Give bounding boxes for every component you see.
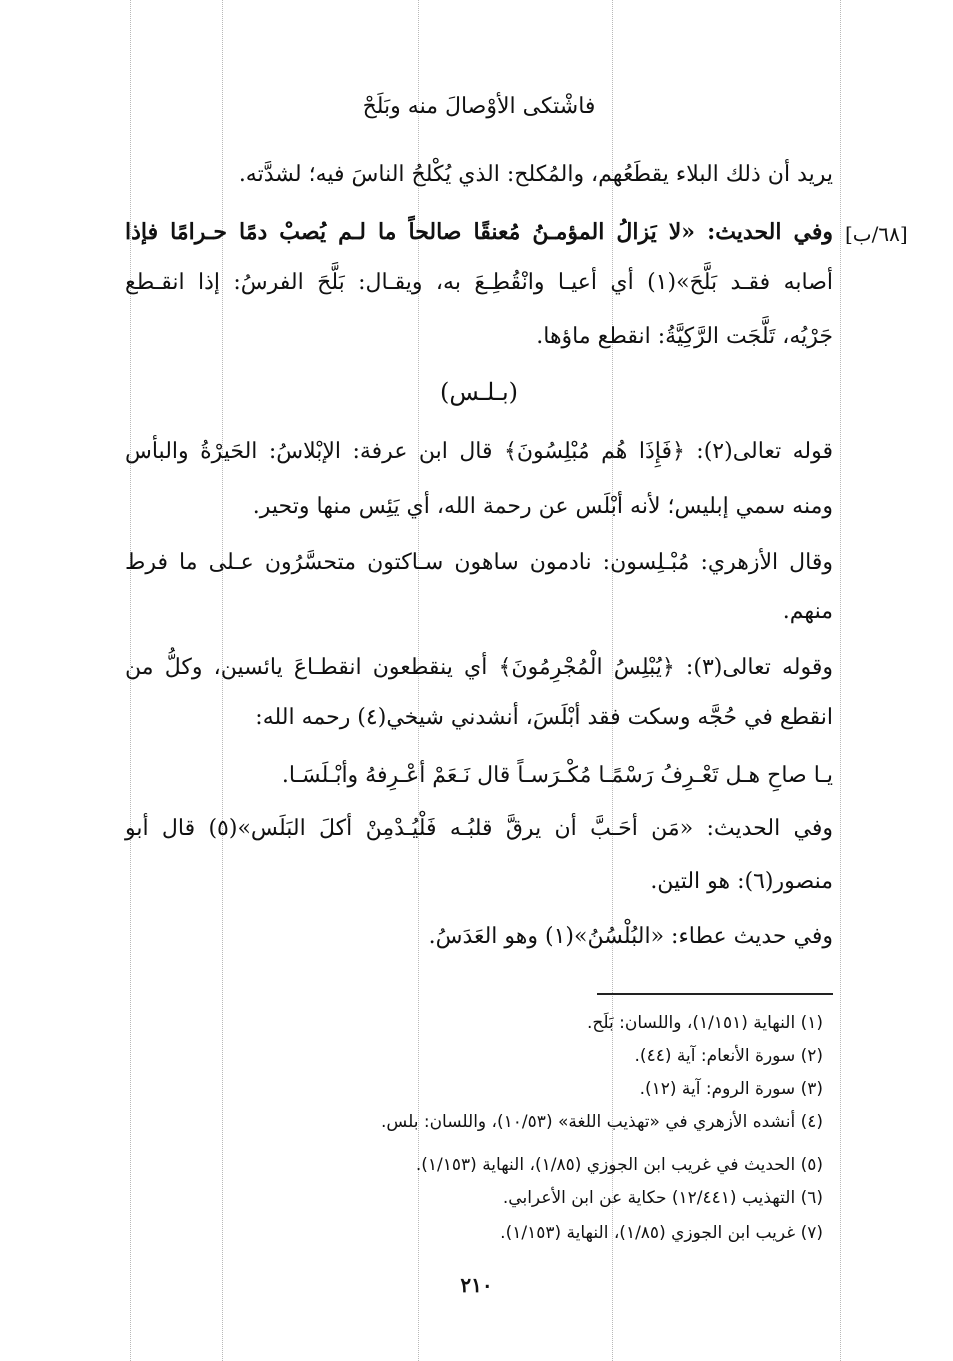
hadith-line: وفي الحديث: «لا يَزالُ المؤمـنُ مُعنقًا صالحاً ما لـم يُصبْ دمًا حـرامًا فإذا xyxy=(125,219,833,245)
footnote: (١) النهاية (١/١٥١)، واللسان: بَلَح. xyxy=(587,1013,823,1033)
text-line: أصابه فقـد بَلَّحَ»(١) أي أعيـا وانْقُطِـعَ به، ويقـال: بَلَّحَ الفرسُ: إذا انقـطع xyxy=(125,270,833,295)
verse-line: فاشْتكى الأوْصالَ منه وبَلَحْ xyxy=(362,94,596,119)
text-line: وفي حديث عطاء: «البُلْسُنُ»(١) وهو العَدَسُ. xyxy=(428,924,833,949)
footnote: (٤) أنشده الأزهري في «تهذيب اللغة» (١٠/٥٣)، واللسان: بلس. xyxy=(381,1112,823,1132)
footnote: (٧) غريب ابن الجوزي (١/٨٥)، النهاية (١/١٥٣). xyxy=(500,1223,823,1243)
page-number: ٢١٠ xyxy=(460,1273,493,1297)
text-line: ومنه سمي إبليس؛ لأنه أبْلَس عن رحمة الله، أي يَئِس منها وتحير. xyxy=(252,494,833,519)
poem-line: يـا صاحِ هـل تَعْـرِفُ رَسْمًـا مُكْـرَسـاً قال نَـعَمْ أعْـرِفهُ وأبْـلَسَـا. xyxy=(281,763,833,788)
hadith-line: وفي الحديث: «مَن أحَـبَّ أن يرقَّ قلبُـه فَلْيُـدْمِنْ أكلَ البَلَس»(٥) قال أبو xyxy=(125,816,833,841)
text-line: وقوله تعالى(٣): ﴿يُبْلِسُ الْمُجْرِمُونَ﴾ أي ينقطعون انقطـاعَ يائسين، وكلُّ من xyxy=(125,655,834,680)
text-line: انقطع في حُجَّه وسكت فقد أبْلَسَ، أنشدني شيخي(٤) رحمه الله: xyxy=(255,705,833,730)
section-heading: (بـلـس) xyxy=(439,378,518,406)
footnotes xyxy=(125,0,833,1361)
scan-guide-line xyxy=(840,0,841,1361)
text-line: وقال الأزهري: مُبْـلِسون: نادمون ساهون سـاكتون متحسَّرُون عـلى ما فرط xyxy=(125,550,833,575)
text-line: جَرْيُه، تَلَّجَت الرَّكِيَّةُ: انقطع ماؤها. xyxy=(536,324,833,349)
text-line: يريد أن ذلك البلاء يقطَعُهم، والمُكلح: الذي يُكْلحُ الناسَ فيه؛ لشدَّته. xyxy=(238,162,833,187)
text-line: منهم. xyxy=(782,599,833,624)
footnote: (٣) سورة الروم: آية (١٢). xyxy=(639,1079,823,1099)
text-line: منصور(٦): هو التين. xyxy=(650,869,833,894)
footnote: (٥) الحديث في غريب ابن الجوزي (١/٨٥)، النهاية (١/١٥٣). xyxy=(415,1155,823,1175)
margin-folio-reference: [٦٨/ب] xyxy=(845,222,908,246)
footnote: (٢) سورة الأنعام: آية (٤٤). xyxy=(634,1046,823,1066)
text-line: قوله تعالى(٢): ﴿فَإِذَا هُم مُبْلِسُونَ﴾ قال ابن عرفة: الإبْلاسُ: الحَيرْةُ والبأس xyxy=(125,439,834,464)
footnote: (٦) التهذيب (١٢/٤٤١) حكاية عن ابن الأعرابي. xyxy=(502,1188,823,1208)
